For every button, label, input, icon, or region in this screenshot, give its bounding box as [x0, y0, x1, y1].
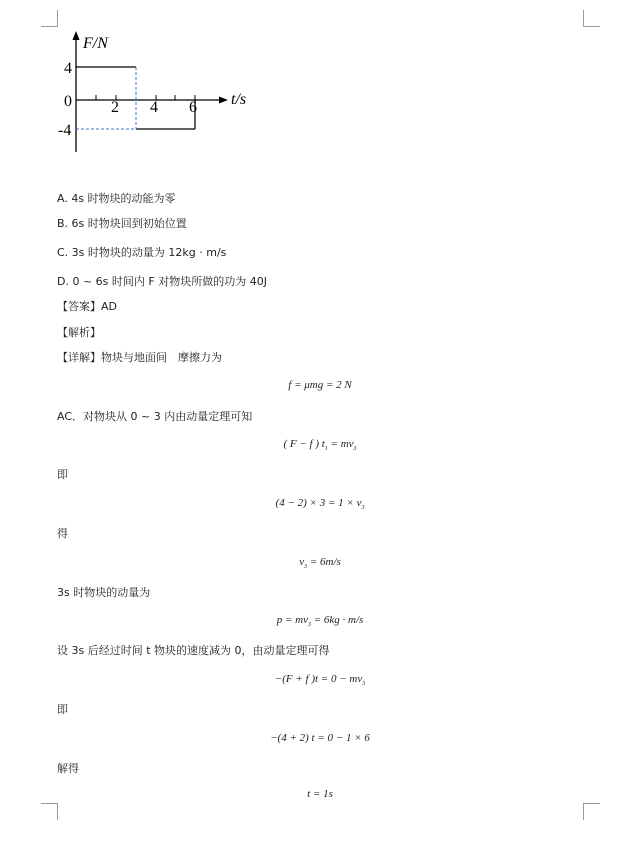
equation-substitution: $(4 - 2) \times 3 = 1 \times v_3$: [275, 497, 365, 512]
corner-mark-bottom-left: [41, 803, 58, 820]
x-axis-arrow: [219, 97, 228, 104]
equation-impulse-2: −(F + f )$t = 0 - mv_3$: [274, 673, 366, 688]
x-axis-label: t/s: [231, 91, 247, 108]
detail-intro: 【详解】物块与地面间 摩擦力为: [57, 351, 222, 364]
de-label: 得: [57, 527, 68, 540]
equation-velocity: $v_3 = 6m/s$: [299, 556, 341, 571]
equation-time-result: t = 1s: [307, 788, 333, 800]
ji-label-1: 即: [57, 468, 68, 481]
y-tick-label-0: 0: [64, 93, 72, 110]
equation-friction: f = μmg = 2 N: [288, 379, 352, 391]
equation-momentum: $p = mv_3 = 6kg \cdot m/s$: [276, 614, 364, 629]
ac-explanation: AC．对物块从 0 ~ 3 内由动量定理可知: [57, 410, 253, 423]
equation-impulse-1: ( F − f ) $t_1 = mv_3$: [283, 438, 357, 453]
answer-line: 【答案】AD: [57, 300, 117, 313]
force-time-graph: [56, 28, 256, 156]
x-tick-label-6: 6: [189, 99, 197, 116]
y-tick-label-neg4: -4: [58, 122, 72, 139]
option-b: B. 6s 时物块回到初始位置: [57, 217, 187, 230]
corner-mark-bottom-right: [583, 803, 600, 820]
option-d: D. 0 ~ 6s 时间内 F 对物块所做的功为 40J: [57, 275, 267, 288]
corner-mark-top-right: [583, 10, 600, 27]
analysis-heading: 【解析】: [57, 326, 101, 339]
y-axis-label: F/N: [83, 35, 108, 52]
corner-mark-top-left: [41, 10, 58, 27]
y-tick-label-4: 4: [64, 60, 72, 77]
equation-time-sub: −(4 + 2) t = 0 − 1 × 6: [270, 732, 370, 744]
ji-label-2: 即: [57, 703, 68, 716]
x-tick-label-2: 2: [111, 99, 119, 116]
jiede-label: 解得: [57, 762, 79, 775]
momentum-text: 3s 时物块的动量为: [57, 586, 151, 599]
option-c: C. 3s 时物块的动量为 12kg · m/s: [57, 246, 227, 259]
y-axis-arrow: [73, 31, 80, 40]
x-tick-label-4: 4: [150, 99, 158, 116]
option-a: A. 4s 时物块的动能为零: [57, 192, 176, 205]
setup-text: 设 3s 后经过时间 t 物块的速度减为 0，由动量定理可得: [57, 644, 330, 657]
